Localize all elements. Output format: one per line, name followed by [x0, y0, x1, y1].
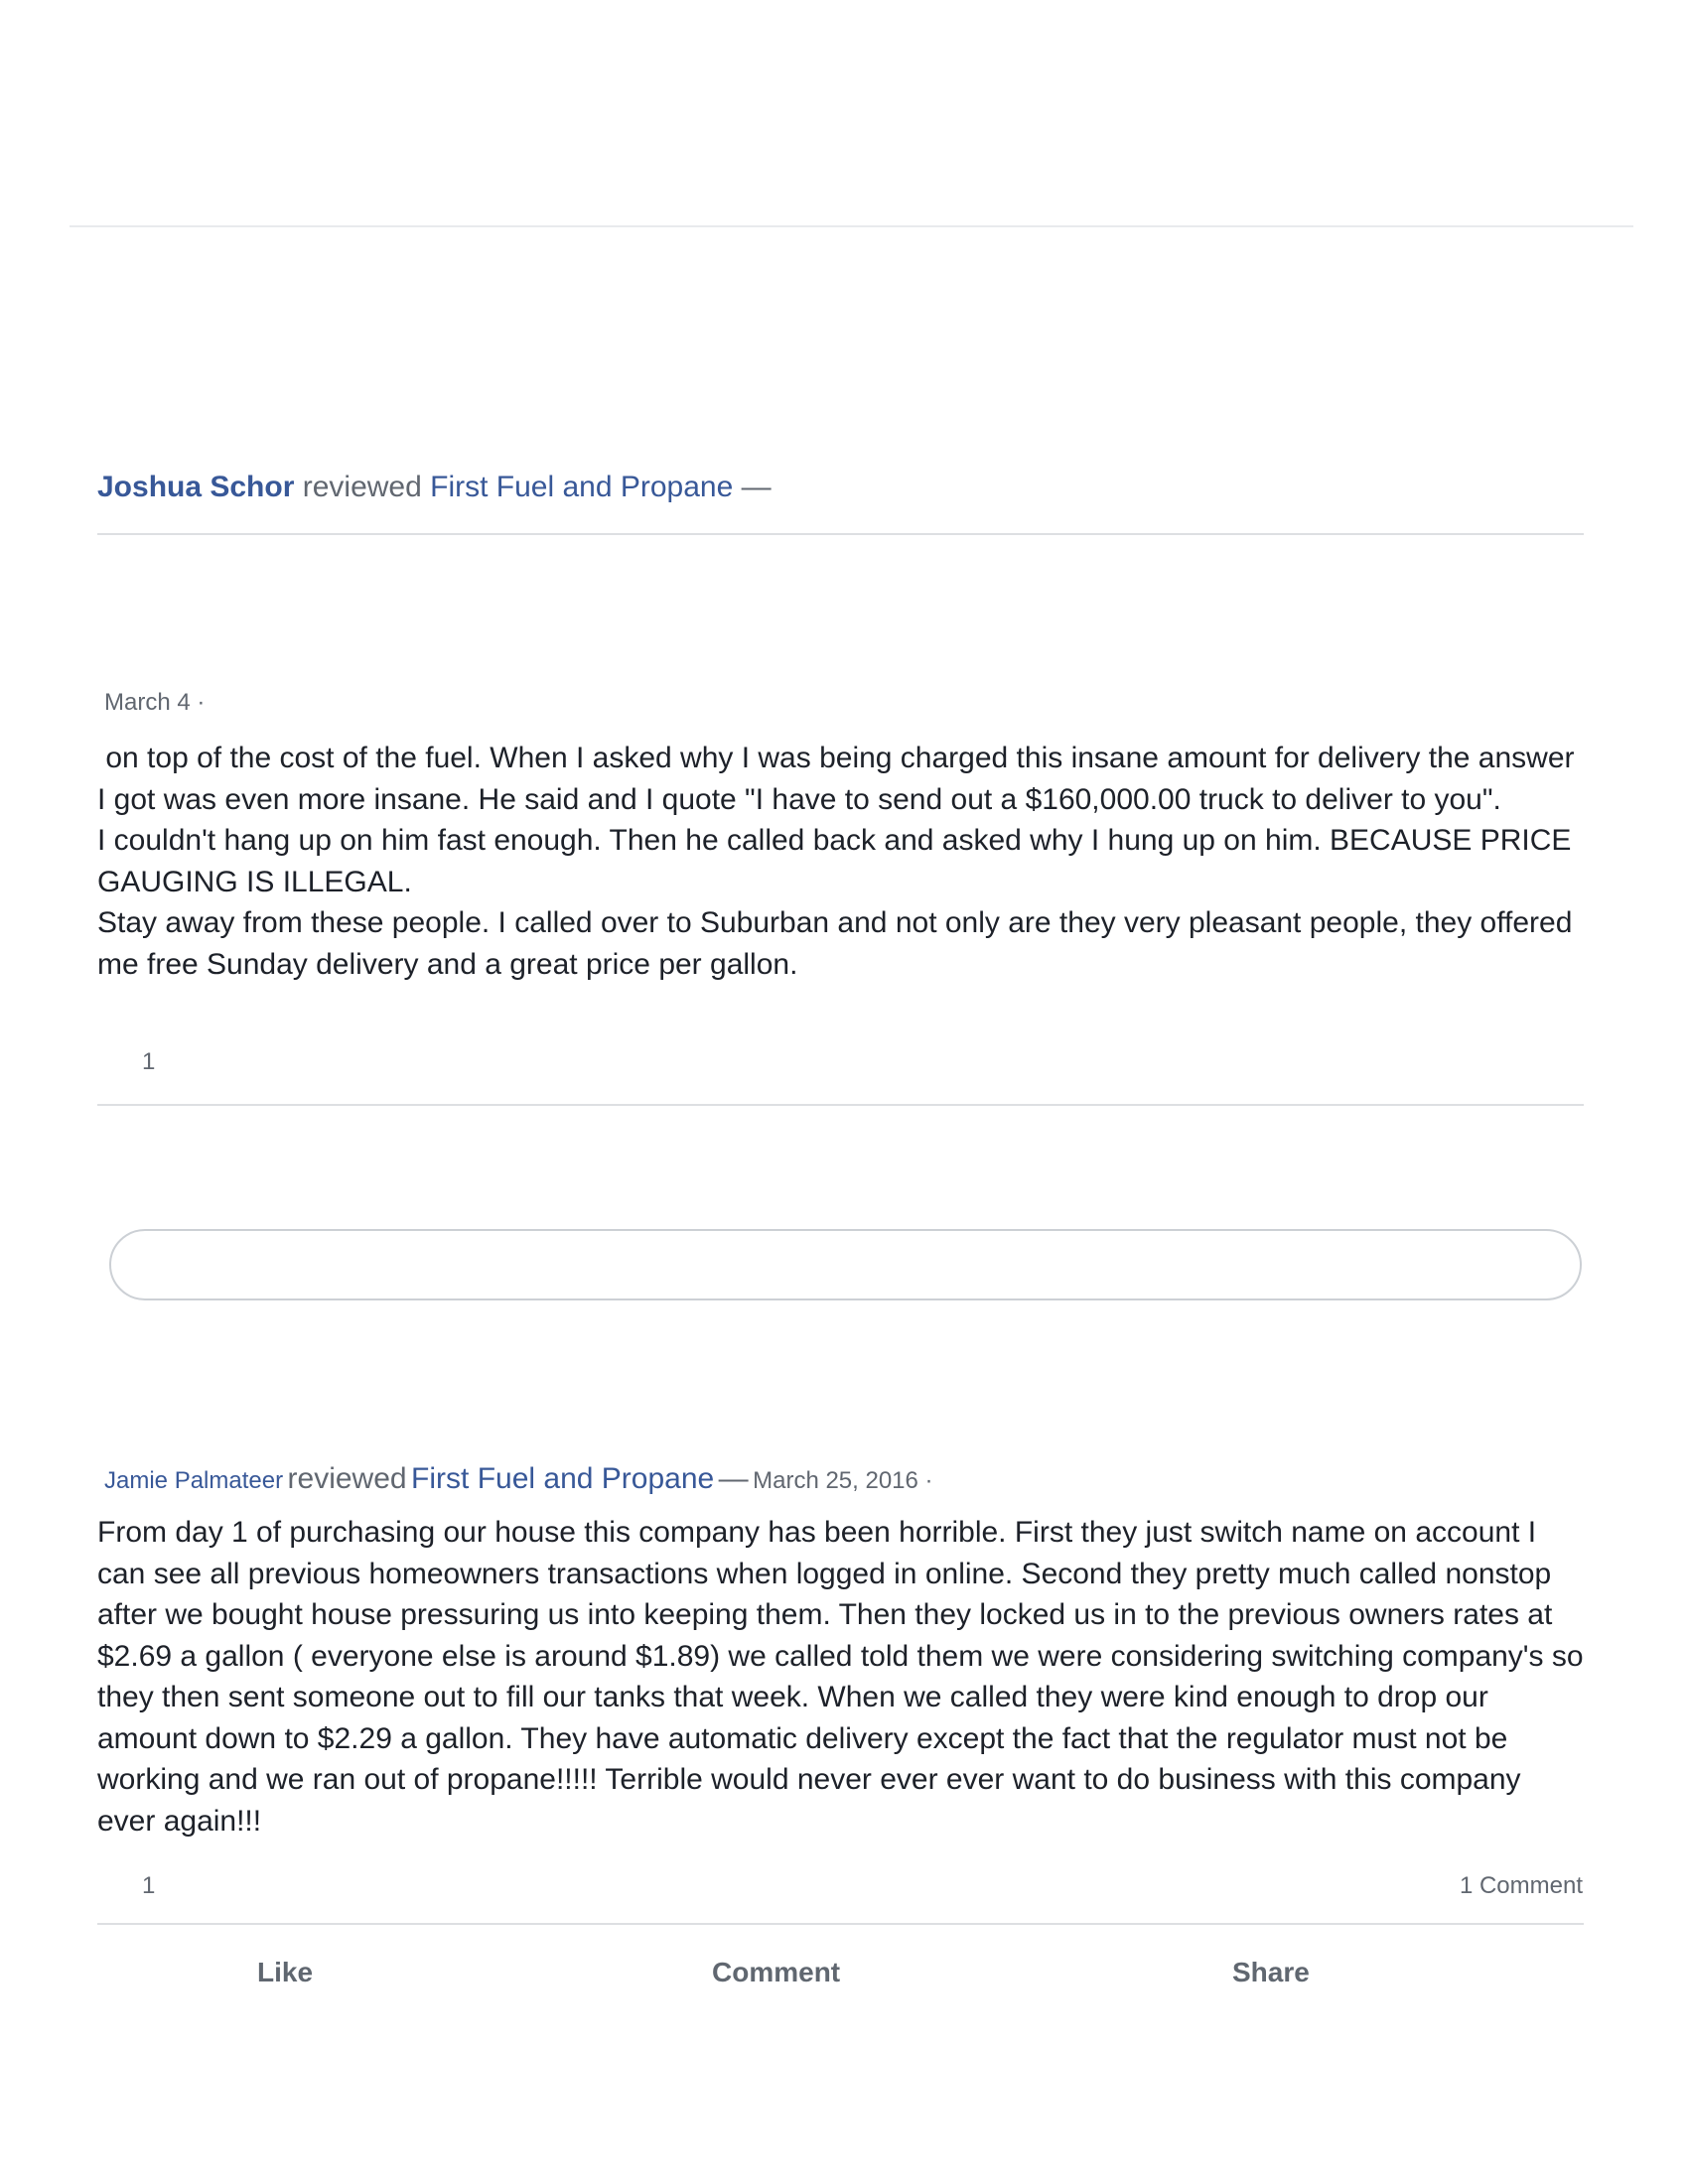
review-paragraph: I couldn't hang up on him fast enough. Then he called back and asked why I hung up on him. BECAUSE PRICE GAUGING IS ILLEGAL. [97, 824, 1572, 898]
header-divider [97, 533, 1584, 535]
review-header [97, 471, 772, 504]
comment-input[interactable] [109, 1229, 1582, 1300]
review-paragraph: Stay away from these people. I called over to Suburban and not only are they very pleasant people, they offered me free Sunday delivery and a great price per gallon. [97, 906, 1573, 981]
header-dash: — [741, 471, 772, 503]
review-body [97, 738, 1587, 985]
review-header [104, 1462, 933, 1496]
header-dash: — [718, 1462, 749, 1495]
review-body [97, 1512, 1587, 1842]
comment-count-link[interactable]: 1 Comment [1459, 1872, 1583, 1899]
comment-button[interactable]: Comment [712, 1957, 841, 1987]
top-divider [70, 225, 1633, 227]
reactions-divider [97, 1923, 1584, 1925]
reviewer-name-link[interactable]: Joshua Schor [97, 471, 295, 503]
review-paragraph: on top of the cost of the fuel. When I asked why I was being charged this insane amount for delivery the answer I got was even more insane. He said and I quote "I have to send out a $160,000.00 truck to deliver to you". [97, 742, 1583, 816]
share-button[interactable]: Share [1232, 1957, 1310, 1987]
reactions-divider [97, 1104, 1584, 1106]
reviewed-label: reviewed [302, 471, 422, 503]
reviewer-name-link[interactable]: Jamie Palmateer [104, 1467, 284, 1494]
business-name-link[interactable]: First Fuel and Propane [411, 1462, 715, 1495]
review-date[interactable]: March 4 · [104, 689, 206, 716]
reviewed-label: reviewed [287, 1462, 407, 1495]
business-name-link[interactable]: First Fuel and Propane [430, 471, 734, 503]
reaction-count[interactable]: 1 [142, 1048, 156, 1075]
reaction-count[interactable]: 1 [142, 1872, 156, 1899]
like-button[interactable]: Like [257, 1957, 314, 1987]
review-date[interactable]: March 25, 2016 · [753, 1467, 933, 1494]
review-paragraph: From day 1 of purchasing our house this company has been horrible. First they just switch name on account I can see all previous homeowners transactions when logged in online. Second they pretty much called nonstop after we bought house pressuring us into keeping them. Then they locked us in to the previous owners rates at $2.69 a gallon ( everyone else is around $1.89) we called told them we were considering switching company's so they then sent someone out to fill our tanks that week. When we called they were kind enough to drop our amount down to $2.29 a gallon. They have automatic delivery except the fact that the regulator must not be working and we ran out of propane!!!!! Terrible would never ever ever want to do business with this company ever again!!! [97, 1516, 1584, 1838]
